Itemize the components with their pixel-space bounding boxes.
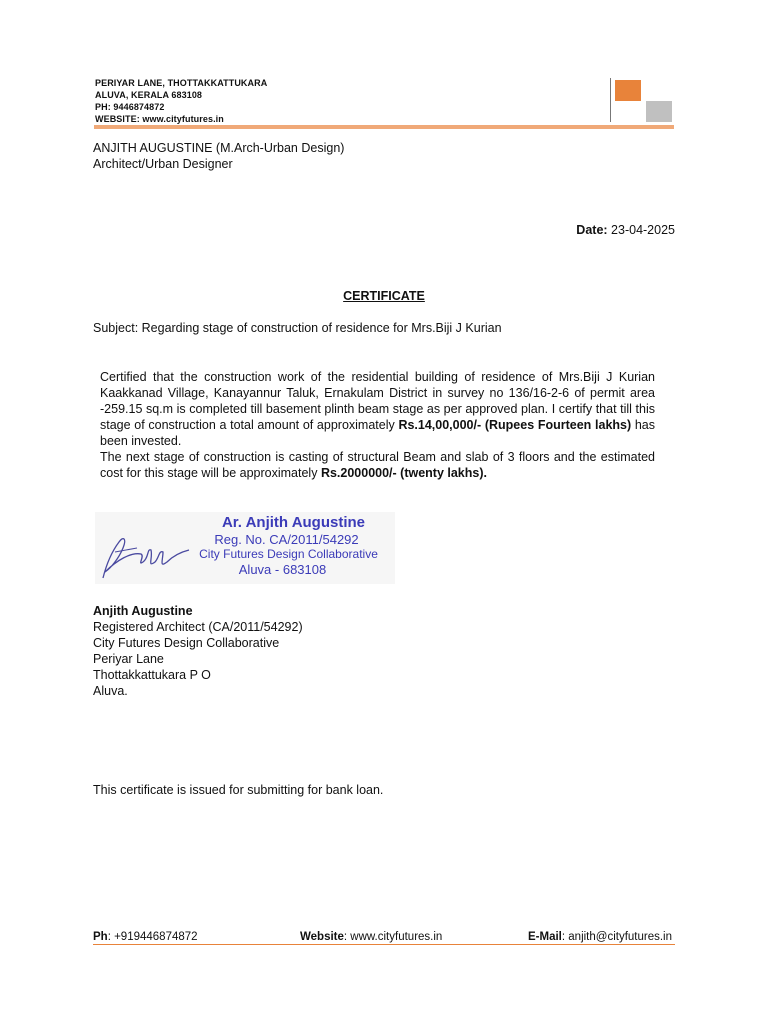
footer-phone — [93, 930, 198, 944]
footer-email-label: E-Mail — [528, 931, 562, 943]
architect-name-line: ANJITH AUGUSTINE (M.Arch-Urban Design) — [93, 141, 345, 155]
architect-role-line: Architect/Urban Designer — [93, 157, 233, 171]
footer-email-value: : anjith@cityfutures.in — [561, 931, 672, 943]
address-website: WEBSITE: www.cityfutures.in — [95, 114, 224, 124]
signatory-street: Periyar Lane — [93, 652, 164, 666]
body-p1-text: Certified that the construction work of the residential building of residence of Mrs.Biji J Kurian Kaakkanad Village, Kanayannur Taluk, Ernakulam District in survey no 136/16-2-6 of permit area -259.15 sq.m is completed till basement plinth beam stage as per approved plan. I certify that till this stage of construction a total amount of approximately — [100, 370, 655, 432]
signatory-block — [93, 603, 303, 699]
estimated-amount: Rs.2000000/- (twenty lakhs). — [320, 466, 487, 480]
stamp — [187, 514, 392, 577]
stamp-line-1: Ar. Anjith Augustine — [221, 514, 366, 531]
date-label: Date: — [576, 223, 608, 237]
stamp-line-4: Aluva - 683108 — [238, 562, 327, 577]
address-line-2: ALUVA, KERALA 683108 — [95, 90, 203, 100]
body-p1-end: has been invested. — [100, 418, 655, 448]
logo-grey-square — [646, 101, 672, 122]
footer-website-value: : www.cityfutures.in — [343, 931, 443, 943]
purpose-statement: This certificate is issued for submitting for bank loan. — [93, 783, 384, 797]
address-phone: PH: 9446874872 — [95, 102, 165, 112]
signatory-registration: Registered Architect (CA/2011/54292) — [93, 620, 303, 634]
address-line-1: PERIYAR LANE, THOTTAKKATTUKARA — [95, 78, 268, 88]
body-p2-text: The next stage of construction is casting of structural Beam and slab of 3 floors and the estimated cost for this stage will be approximately — [100, 450, 655, 480]
signatory-post-office: Thottakkattukara P O — [93, 668, 211, 682]
stamp-line-3: City Futures Design Collaborative — [199, 547, 378, 561]
footer-rule — [93, 944, 675, 945]
signatory-name: Anjith Augustine — [93, 604, 193, 618]
date-value: 23-04-2025 — [611, 223, 675, 237]
date-block — [576, 222, 675, 238]
signature-stamp-area — [95, 512, 395, 584]
subject-line: Subject: Regarding stage of construction of residence for Mrs.Biji J Kurian — [93, 321, 502, 335]
body-paragraph-1 — [100, 369, 655, 449]
signatory-city: Aluva. — [93, 684, 128, 698]
logo-divider — [610, 78, 611, 122]
footer-phone-value: : +919446874872 — [107, 931, 198, 943]
certificate-title: CERTIFICATE — [343, 289, 425, 303]
certificate-body — [100, 369, 655, 481]
signatory-firm: City Futures Design Collaborative — [93, 636, 280, 650]
body-paragraph-2 — [100, 449, 655, 481]
invested-amount: Rs.14,00,000/- (Rupees Fourteen lakhs) — [398, 418, 632, 432]
letterhead-address — [95, 77, 267, 125]
footer-website-label: Website — [300, 931, 344, 943]
footer-phone-label: Ph — [93, 931, 108, 943]
footer-website — [300, 930, 442, 944]
stamp-line-2: Reg. No. CA/2011/54292 — [214, 532, 359, 547]
logo-orange-square — [615, 80, 641, 101]
header-rule — [94, 125, 674, 129]
footer-email — [528, 930, 672, 944]
